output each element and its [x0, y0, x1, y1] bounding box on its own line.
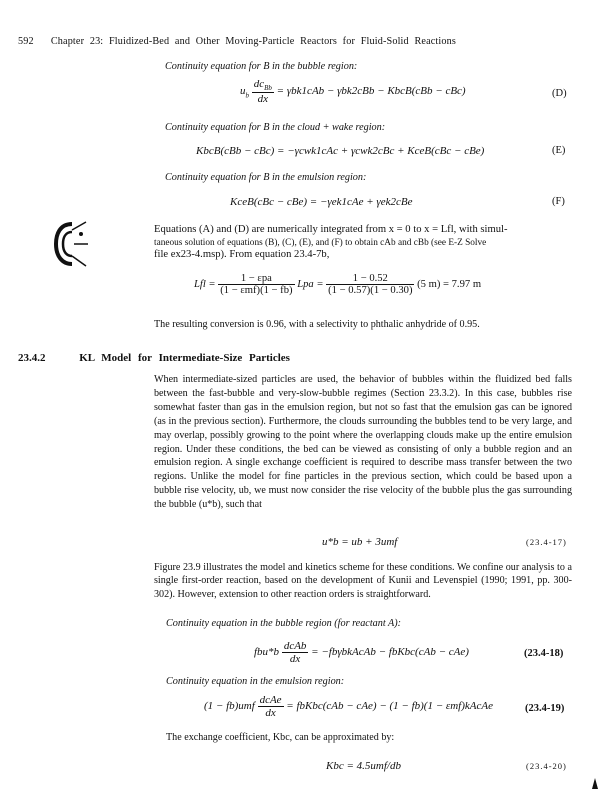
- equation-23-4-20-number: (23.4-20): [526, 761, 567, 771]
- equation-23-4-17-number: (23.4-17): [526, 537, 567, 547]
- equation-d-denominator: dx: [257, 93, 269, 106]
- bubble-region-label: Continuity equation in the bubble region (for reactant A):: [166, 618, 402, 629]
- eq19-rhs: = fbKbc(cAb − cAe) − (1 − fb)(1 − εmf)kAcAe: [286, 700, 493, 713]
- equation-23-4-18: [254, 640, 469, 665]
- equation-d-number: (D): [552, 88, 567, 99]
- corner-mark: [590, 776, 600, 795]
- lfl-fraction-2: [326, 273, 414, 296]
- lfl-fraction-1: [218, 273, 294, 296]
- eq19-lhs: (1 − fb)umf: [204, 700, 255, 713]
- eq19-numerator: dcAe: [259, 694, 282, 706]
- equation-23-4-17: u*b = ub + 3umf: [322, 536, 398, 548]
- eq18-rhs: = −fbγbkAcAb − fbKbc(cAb − cAe): [311, 646, 469, 659]
- lfl-lhs: Lfl =: [194, 278, 216, 290]
- emulsion-region-label: Continuity equation in the emulsion region:: [166, 676, 345, 687]
- equation-f-number: (F): [552, 196, 565, 207]
- figure-paragraph: Figure 23.9 illustrates the model and kinetics scheme for these conditions. We confine our analysis to a single first-order reaction, based on the development of Kunii and Levenspiel (1990; 1991, pp. 300-302). However, extension to other reaction orders is straightforward.: [154, 562, 572, 600]
- equation-d-lhs: u: [240, 85, 246, 98]
- solve-paragraph: [154, 224, 572, 262]
- result-sentence: The resulting conversion is 0.96, with a selectivity to phthalic anhydride of 0.95.: [154, 319, 480, 330]
- running-header: [18, 36, 456, 47]
- cloud-continuity-label: Continuity equation for B in the cloud + wake region:: [165, 122, 386, 133]
- eq19-denominator: dx: [265, 707, 276, 719]
- lfl-mid: Lpa =: [297, 278, 324, 290]
- page-number: 592: [18, 36, 34, 47]
- eq18-denominator: dx: [289, 653, 301, 665]
- lfl-frac1-num: 1 − εpa: [218, 273, 294, 285]
- section-paragraph: When intermediate-sized particles are used, the behavior of bubbles within the fluidized bed falls between the fast-bubble and very-slow-bubble regimes (Section 23.3.2). In this case, bubbles rise somewhat faster than gas in the emulsion region, but not so fast that the emulsion gas can be ignored (as in the previous section). Furthermore, the clouds surrounding the bubbles tend to be very large, and may overlap, possibly growing to the point where the overlapping clouds make up the entire emulsion region. Under these conditions, the bed can be viewed as consisting of only a bubble region and an emulsion region. A single exchange coefficient is required to describe mass transfer between the two regions. Unlike the model for fine particles in the previous section, which could be based upon a bubble rise velocity, ub, we must now consider the rise velocity of the bubble plus the gas surrounding the bubble (u*b), such that: [154, 374, 572, 511]
- solve-line-1: Equations (A) and (D) are numerically integrated from x = 0 to x = Lfl, with simul-: [154, 224, 508, 235]
- section-number: 23.4.2: [18, 352, 46, 364]
- eq18-fraction: [282, 640, 309, 665]
- eq19-fraction: [258, 694, 284, 719]
- emulsion-continuity-label: Continuity equation for B in the emulsion region:: [165, 172, 367, 183]
- section-title: KL Model for Intermediate-Size Particles: [79, 352, 290, 364]
- equation-d-numerator: $dc_{Bb}$: [253, 78, 272, 93]
- running-title: Chapter 23: Fluidized-Bed and Other Moving-Particle Reactors for Fluid-Solid Reactions: [50, 36, 456, 47]
- lfl-frac2-num: 1 − 0.52: [326, 273, 414, 285]
- lfl-tail: (5 m) = 7.97 m: [417, 278, 482, 290]
- equation-23-4-18-number: (23.4-18): [524, 648, 564, 659]
- eq18-lhs: fbu*b: [254, 646, 280, 659]
- software-margin-icon: [52, 218, 92, 275]
- equation-23-4-20: Kbc = 4.5umf/db: [326, 760, 401, 772]
- equation-d-rhs: = γbk1cAb − γbk2cBb − KbcB(cBb − cBc): [276, 85, 466, 98]
- equation-e-number: (E): [552, 145, 566, 156]
- solve-line-3: file ex23-4.msp). From equation 23.4-7b,: [154, 249, 330, 261]
- bubble-continuity-label: Continuity equation for B in the bubble region:: [165, 61, 358, 72]
- solve-line-2: taneous solution of equations (B), (C), (E), and (F) to obtain cAb and cBb (see E-Z Solve: [154, 237, 487, 248]
- equation-f: KceB(cBc − cBe) = −γek1cAe + γek2cBe: [230, 196, 413, 208]
- lfl-equation: [194, 273, 481, 296]
- exchange-sentence: The exchange coefficient, Kbc, can be approximated by:: [166, 732, 395, 743]
- equation-d-fraction: [252, 78, 274, 105]
- section-heading: [18, 352, 290, 364]
- lfl-frac1-den: (1 − εmf)(1 − fb): [220, 285, 293, 296]
- eq18-numerator: dcAb: [283, 640, 307, 652]
- lfl-frac2-den: (1 − 0.57)(1 − 0.30): [328, 285, 413, 296]
- equation-d: $u_b$ $\frac{dc_{Bb}}{dx}$ = γbk1cAb − γbk2cBb − KbcB(cBb − cBc): [240, 78, 466, 106]
- equation-23-4-19: [204, 694, 493, 719]
- equation-23-4-19-number: (23.4-19): [525, 703, 565, 714]
- equation-e: KbcB(cBb − cBc) = −γcwk1cAc + γcwk2cBc + KceB(cBc − cBe): [196, 145, 485, 157]
